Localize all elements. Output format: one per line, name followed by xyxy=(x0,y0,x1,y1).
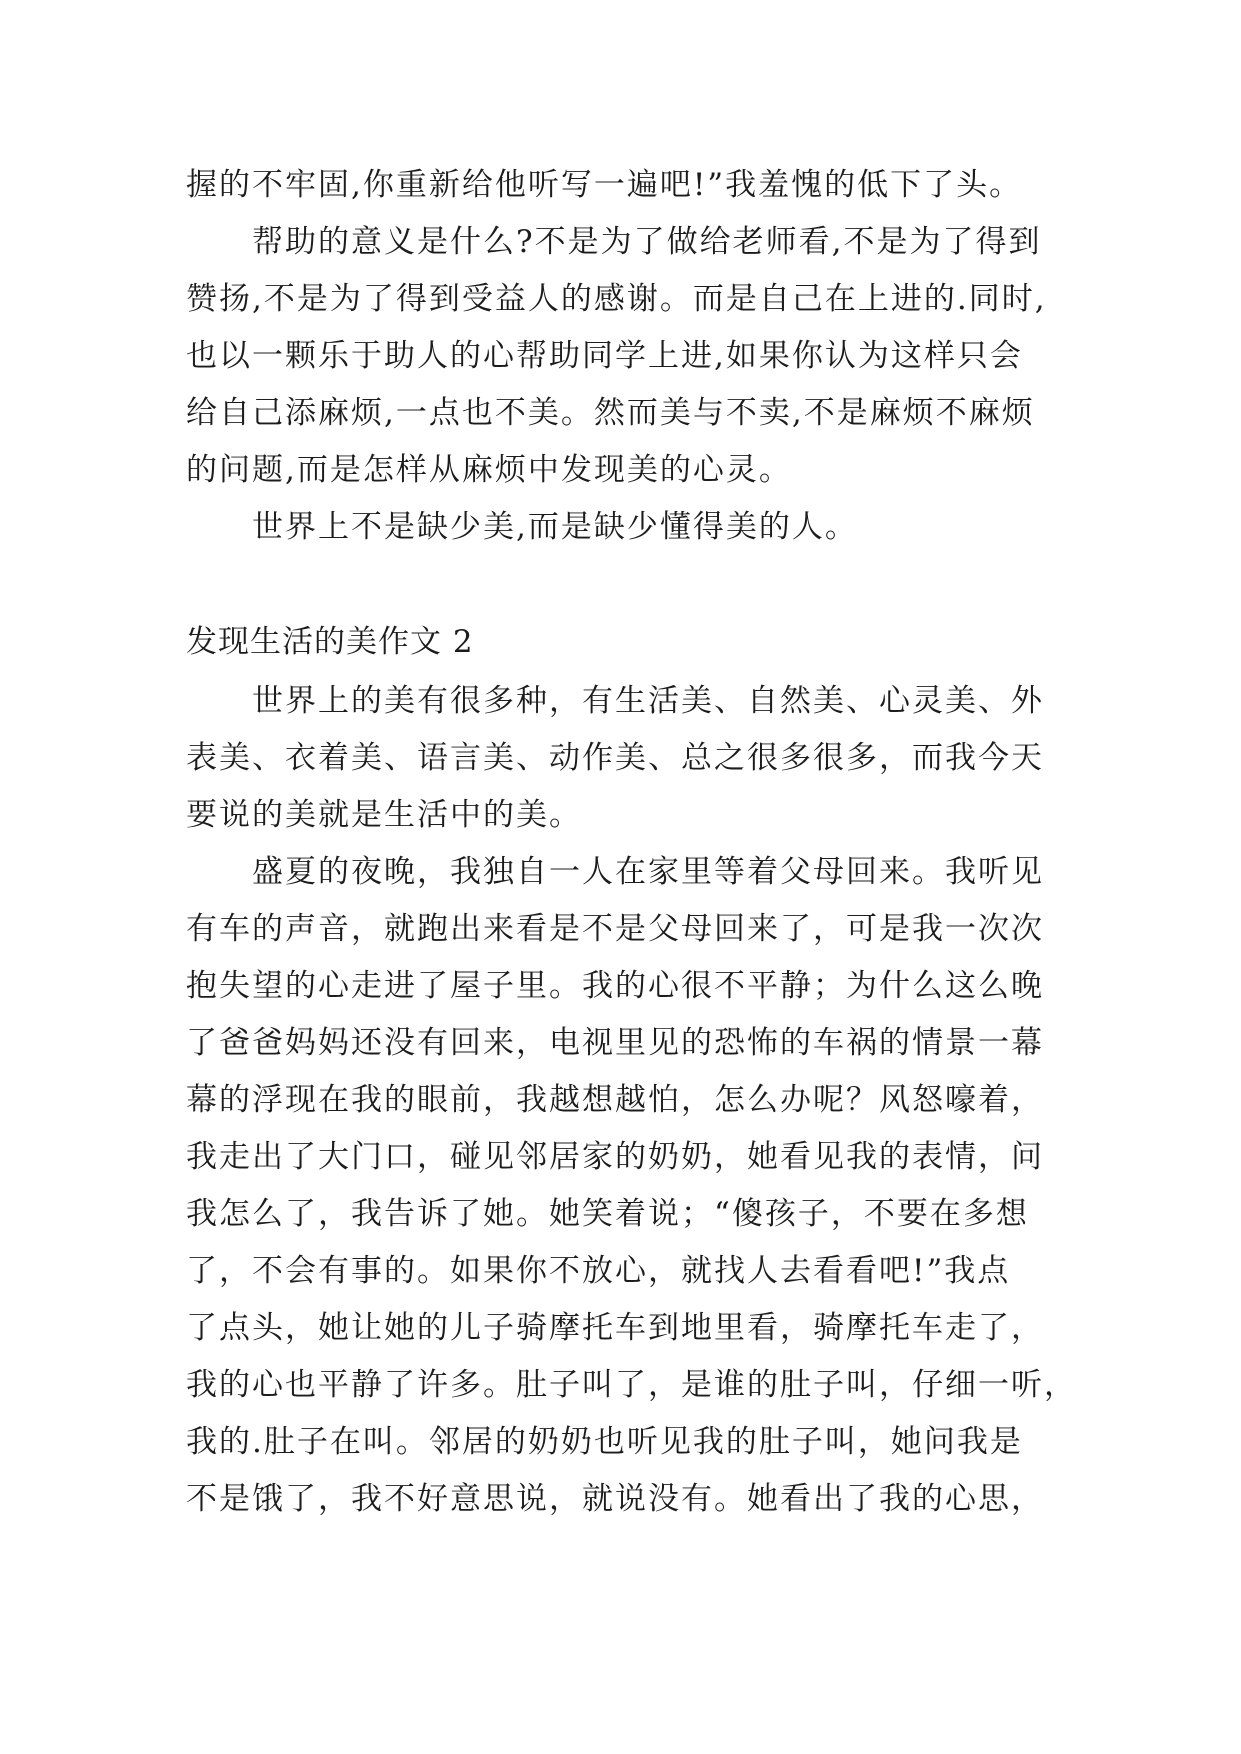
text-line: 的问题,而是怎样从麻烦中发现美的心灵。 xyxy=(186,452,792,488)
text-line: 我的.肚子在叫。邻居的奶奶也听见我的肚子叫，她问我是 xyxy=(186,1424,1023,1460)
text-line: 世界上不是缺少美,而是缺少懂得美的人。 xyxy=(252,509,858,545)
text-line: 我走出了大门口，碰见邻居家的奶奶，她看见我的表情，问 xyxy=(186,1139,1044,1175)
text-line: 了爸爸妈妈还没有回来，电视里见的恐怖的车祸的情景一幕 xyxy=(186,1025,1044,1061)
paragraph-block-1 xyxy=(186,157,1066,556)
text-line: 也以一颗乐于助人的心帮助同学上进,如果你认为这样只会 xyxy=(186,338,1023,374)
text-line: 给自己添麻烦,一点也不美。然而美与不卖,不是麻烦不麻烦 xyxy=(186,395,1035,431)
text-line: 我怎么了，我告诉了她。她笑着说；“傻孩子，不要在多想 xyxy=(186,1196,1029,1232)
text-line: 赞扬,不是为了得到受益人的感谢。而是自己在上进的.同时, xyxy=(186,281,1047,317)
text-line: 帮助的意义是什么?不是为了做给老师看,不是为了得到 xyxy=(252,224,1042,260)
text-line: 盛夏的夜晚，我独自一人在家里等着父母回来。我听见 xyxy=(252,854,1044,890)
text-line: 表美、衣着美、语言美、动作美、总之很多很多，而我今天 xyxy=(186,740,1044,776)
text-line: 了，不会有事的。如果你不放心，就找人去看看吧!”我点 xyxy=(186,1253,1011,1289)
text-line: 要说的美就是生活中的美。 xyxy=(186,797,582,833)
text-line: 握的不牢固,你重新给他听写一遍吧!”我羞愧的低下了头。 xyxy=(186,167,1023,203)
text-line: 我的心也平静了许多。肚子叫了，是谁的肚子叫，仔细一听， xyxy=(186,1367,1077,1403)
paragraph-block-2 xyxy=(186,673,1077,1528)
text-line: 抱失望的心走进了屋子里。我的心很不平静；为什么这么晚 xyxy=(186,968,1044,1004)
text-line: 世界上的美有很多种，有生活美、自然美、心灵美、外 xyxy=(252,683,1044,719)
text-line: 幕的浮现在我的眼前，我越想越怕，怎么办呢？风怒嚎着， xyxy=(186,1082,1044,1118)
text-line: 不是饿了，我不好意思说，就说没有。她看出了我的心思， xyxy=(186,1481,1044,1517)
essay-heading: 发现生活的美作文 2 xyxy=(186,624,474,660)
text-line: 有车的声音，就跑出来看是不是父母回来了，可是我一次次 xyxy=(186,911,1044,947)
text-line: 了点头，她让她的儿子骑摩托车到地里看，骑摩托车走了， xyxy=(186,1310,1044,1346)
